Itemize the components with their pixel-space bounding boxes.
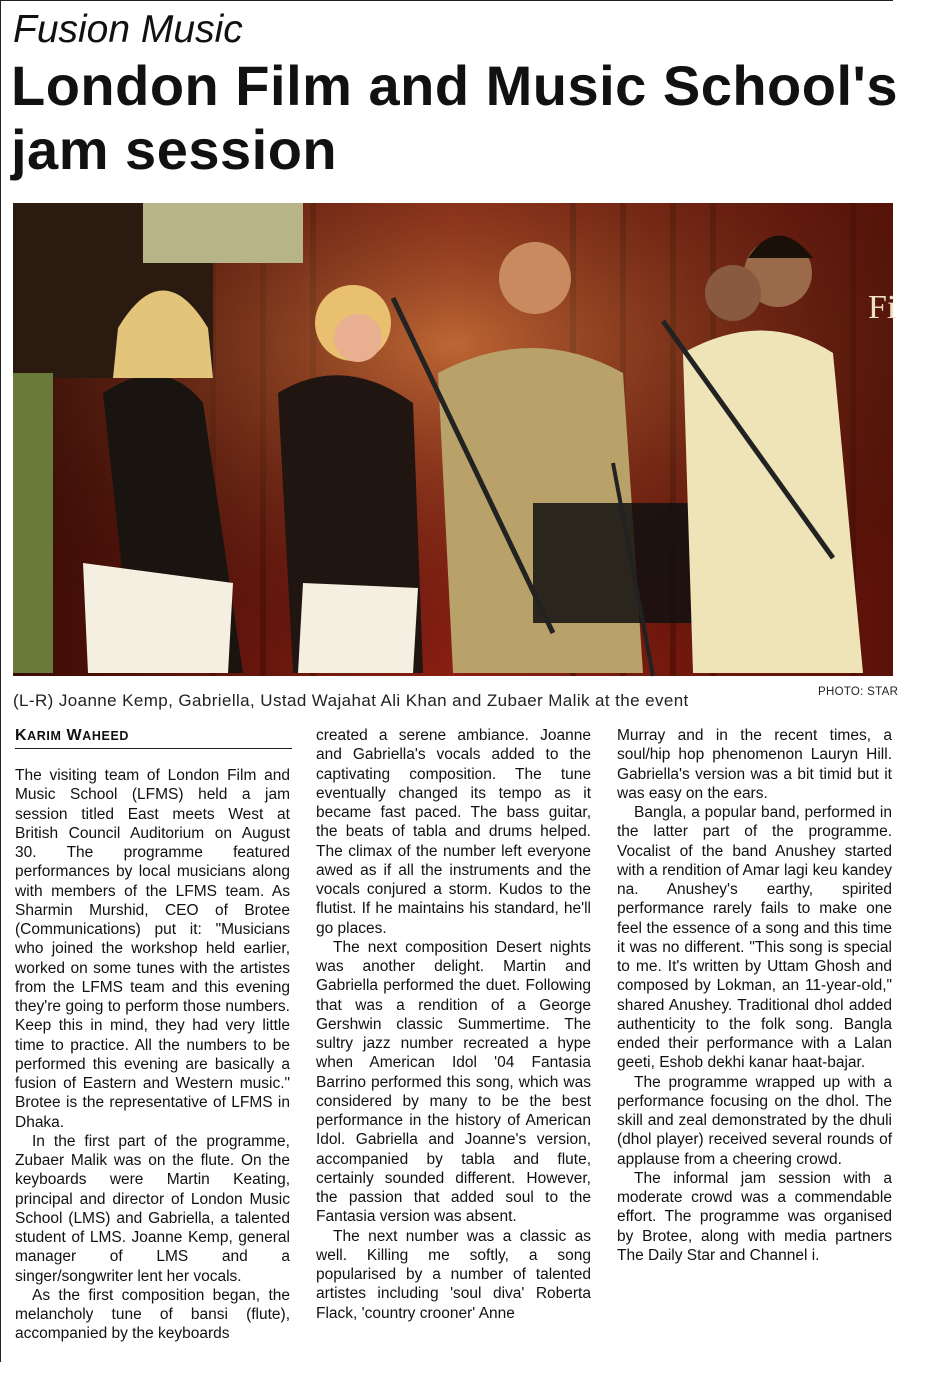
banner-sign: Fi bbox=[868, 289, 897, 326]
event-photo bbox=[13, 203, 897, 676]
column-3 bbox=[617, 726, 892, 1265]
photo-caption: (L-R) Joanne Kemp, Gabriella, Ustad Wajahat Ali Khan and Zubaer Malik at the event bbox=[13, 691, 689, 710]
paragraph: In the first part of the programme, Zubaer Malik was on the flute. On the keyboards were Martin Keating, principal and director of London Music School (LMS) and Gabriella, a talented student of LMS. Joanne Kemp, general manager of LMS and a singer/songwriter lent her vocals. bbox=[15, 1132, 290, 1285]
byline-last-rest: AHEED bbox=[82, 729, 130, 743]
byline-first-initial: K bbox=[15, 727, 28, 744]
top-rule bbox=[0, 0, 893, 1]
paragraph: The programme wrapped up with a performance focusing on the dhol. The skill and zeal demonstrated by the dhuli (dhol player) received several rounds of applause from a cheering crowd. bbox=[617, 1073, 892, 1168]
byline bbox=[15, 726, 129, 746]
paragraph: As the first composition began, the melancholy tune of bansi (flute), accompanied by the keyboards bbox=[15, 1286, 290, 1343]
column-1 bbox=[15, 766, 290, 1344]
photo-credit: PHOTO: STAR bbox=[818, 686, 899, 698]
byline-rule bbox=[15, 748, 292, 749]
headline: London Film and Music School's jam session bbox=[11, 54, 898, 181]
paragraph: The informal jam session with a moderate crowd was a commendable effort. The programme was organised by Brotee, along with media partners The Daily Star and Channel i. bbox=[617, 1169, 892, 1264]
byline-last-initial: W bbox=[66, 727, 83, 744]
left-rule bbox=[0, 0, 1, 1362]
byline-first-rest: ARIM bbox=[27, 729, 62, 743]
side-person bbox=[13, 373, 53, 673]
section-kicker: Fusion Music bbox=[13, 8, 243, 51]
paragraph: Bangla, a popular band, performed in the latter part of the programme. Vocalist of the band Anushey started with a rendition of Amar lagi keu kandey na. Anushey's earthy, spirited performance rarely fails to make one feel the essence of a song and this time it was no different. "This song is special to me. It's written by Uttam Ghosh and composed by Lokman, an 11-year-old," shared Anushey. Traditional dhol added authenticity to the folk song. Bangla ended their performance with a Lalan geeti, Eshob dekhi kanar haat-bajar. bbox=[617, 804, 892, 1072]
paragraph: The next number was a classic as well. Killing me softly, a song popularised by a number of talented artistes including 'soul diva' Roberta Flack, 'country crooner' Anne bbox=[316, 1227, 591, 1322]
paragraph: Murray and in the recent times, a soul/hip hop phenomenon Lauryn Hill. Gabriella's version was a bit timid but it was easy on the ears. bbox=[617, 727, 892, 802]
painting bbox=[143, 203, 303, 263]
paragraph: The visiting team of London Film and Music School (LFMS) held a jam session titled East meets West at British Council Auditorium on August 30. The programme featured performances by local musicians along with members of the LFMS team. As Sharmin Murshid, CEO of Brotee (Communications) put it: "Musicians who joined the workshop held earlier, worked on some tunes with the artistes from the LFMS team and this evening they're going to perform those numbers. Keep this in mind, they had very little time to practice. All the numbers to be performed this evening are basically a fusion of Eastern and Western music." Brotee is the representative of LFMS in Dhaka. bbox=[15, 767, 290, 1131]
column-2 bbox=[316, 726, 591, 1323]
paragraph: The next composition Desert nights was another delight. Martin and Gabriella performed the duet. Following that was a rendition of a George Gershwin classic Summertime. The sultry jazz number recreated a hype when American Idol '04 Fantasia Barrino performed this song, which was considered by many to be the best performance in the history of American Idol. Gabriella and Joanne's version, accompanied by tabla and flute, certainly sounded different. However, the passion that added soul to the Fantasia version was absent. bbox=[316, 938, 591, 1226]
paragraph: created a serene ambiance. Joanne and Gabriella's vocals added to the captivating composition. The tune eventually changed its tempo as it became fast paced. The bass guitar, the beats of tabla and drums helped. The climax of the number left everyone awed as if all the instruments and the vocals conjured a storm. Kudos to the flutist. If he maintains his standard, he'll go places. bbox=[316, 727, 591, 937]
